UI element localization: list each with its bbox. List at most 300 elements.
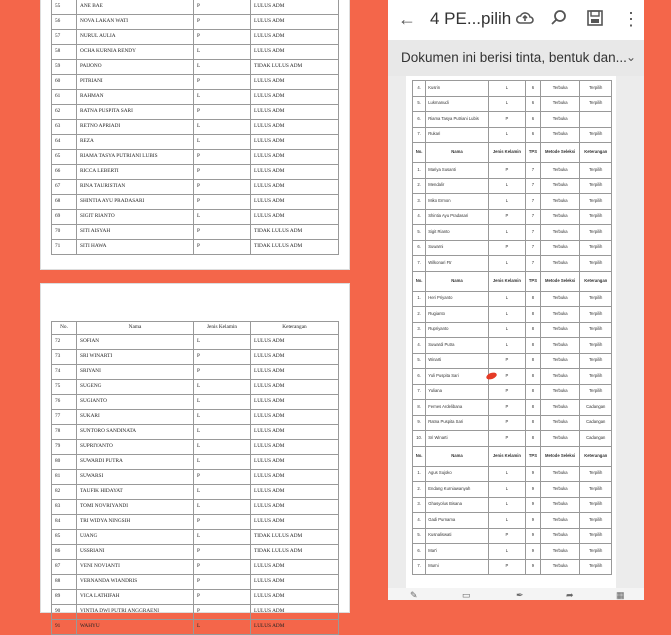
sel-tps: 6	[526, 81, 541, 97]
sel-method: Terbuka	[540, 544, 580, 560]
sel-header-cell: Metode Seleksi	[540, 446, 580, 466]
selection-row	[413, 384, 612, 400]
cell-name: RIAMA TASYA PUTRIANI LUBIS	[77, 150, 194, 165]
sel-name: Kusrin	[426, 81, 489, 97]
sel-name: Ratna Puspita Sari	[426, 415, 489, 431]
selection-row	[413, 544, 612, 560]
table-row	[52, 500, 339, 515]
edit-icon[interactable]: ✎	[410, 590, 418, 600]
cell-no: 88	[52, 575, 77, 590]
sel-header-cell: TPS	[526, 271, 541, 291]
cell-no: 86	[52, 545, 77, 560]
sel-method: Terbuka	[540, 256, 580, 272]
sel-name: Fernes Ardelibana	[426, 400, 489, 416]
cell-no: 69	[52, 210, 77, 225]
table-row	[52, 60, 339, 75]
sel-no: 2.	[413, 178, 426, 194]
table-row	[52, 30, 339, 45]
sel-status: Terpilih	[580, 194, 612, 210]
cell-name: VICA LATHIFAH	[77, 590, 194, 605]
cell-gender: P	[194, 0, 251, 15]
cell-status: LULUS ADM	[251, 210, 339, 225]
cell-no: 61	[52, 90, 77, 105]
sel-no: 4.	[413, 513, 426, 529]
selection-header-row	[413, 446, 612, 466]
sel-method: Terbuka	[540, 415, 580, 431]
cell-status: LULUS ADM	[251, 165, 339, 180]
cell-gender: P	[194, 30, 251, 45]
cell-no: 72	[52, 335, 77, 350]
table-row	[52, 210, 339, 225]
cell-no: 78	[52, 425, 77, 440]
selection-header-row	[413, 271, 612, 291]
app-bar	[388, 0, 644, 40]
table-row	[52, 365, 339, 380]
table-row	[52, 150, 339, 165]
cell-status: LULUS ADM	[251, 90, 339, 105]
sel-status: Terpilih	[580, 528, 612, 544]
cell-name: OCHA KURNIA RENDY	[77, 45, 194, 60]
cell-name: RICCA LEBERTI	[77, 165, 194, 180]
selection-row	[413, 96, 612, 112]
cell-status: LULUS ADM	[251, 455, 339, 470]
sel-gender: L	[488, 513, 525, 529]
sel-header-cell: Metode Seleksi	[540, 271, 580, 291]
sel-tps: 8	[526, 384, 541, 400]
sel-tps: 8	[526, 400, 541, 416]
cell-gender: L	[194, 530, 251, 545]
comment-icon[interactable]: ▭	[462, 590, 471, 600]
sel-tps: 9	[526, 559, 541, 575]
cell-gender: P	[194, 470, 251, 485]
sel-tps: 9	[526, 513, 541, 529]
sel-name: Gadi Purnama	[426, 513, 489, 529]
sel-tps: 7	[526, 240, 541, 256]
table-row	[52, 75, 339, 90]
search-icon[interactable]	[548, 8, 570, 30]
sel-gender: P	[488, 559, 525, 575]
cell-status: LULUS ADM	[251, 620, 339, 635]
sel-no: 3.	[413, 322, 426, 338]
cell-status: LULUS ADM	[251, 605, 339, 620]
back-arrow-icon[interactable]: ←	[398, 9, 416, 29]
table-row	[52, 350, 339, 365]
cell-no: 66	[52, 165, 77, 180]
table-row	[52, 120, 339, 135]
document-page-2	[40, 283, 350, 630]
cell-status: TIDAK LULUS ADM	[251, 240, 339, 255]
cell-gender: P	[194, 180, 251, 195]
cell-no: 77	[52, 410, 77, 425]
selection-row	[413, 178, 612, 194]
cell-status: LULUS ADM	[251, 195, 339, 210]
cell-status: LULUS ADM	[251, 45, 339, 60]
cell-no: 89	[52, 590, 77, 605]
selection-row	[413, 209, 612, 225]
cell-gender: P	[194, 225, 251, 240]
sel-no: 7.	[413, 127, 426, 143]
cell-no: 62	[52, 105, 77, 120]
sel-tps: 6	[526, 112, 541, 128]
table-row	[52, 485, 339, 500]
cell-name: TOMI NOVRIYANDI	[77, 500, 194, 515]
cell-name: SRIYANI	[77, 365, 194, 380]
sel-gender: P	[488, 209, 525, 225]
sel-header-cell: Nama	[426, 446, 489, 466]
cell-name: VENI NOVIANTI	[77, 560, 194, 575]
cell-gender: L	[194, 485, 251, 500]
cell-name: SUPRIYANTO	[77, 440, 194, 455]
participant-table-2	[51, 321, 339, 635]
selection-row	[413, 240, 612, 256]
cell-gender: L	[194, 335, 251, 350]
cell-name: TRI WIDYA NINGSIH	[77, 515, 194, 530]
sel-method: Terbuka	[540, 400, 580, 416]
cell-no: 90	[52, 605, 77, 620]
cell-gender: P	[194, 590, 251, 605]
sel-method: Terbuka	[540, 96, 580, 112]
right-background-strip	[644, 0, 671, 600]
cell-name: ANE BAE	[77, 0, 194, 15]
cell-status: TIDAK LULUS ADM	[251, 60, 339, 75]
cell-name: RAHMAN	[77, 90, 194, 105]
cell-no: 83	[52, 500, 77, 515]
cell-no: 58	[52, 45, 77, 60]
sel-gender: L	[488, 194, 525, 210]
cell-gender: L	[194, 410, 251, 425]
table-row	[52, 530, 339, 545]
table-row	[52, 15, 339, 30]
selection-row	[413, 307, 612, 323]
sel-tps: 6	[526, 127, 541, 143]
sel-no: 3.	[413, 194, 426, 210]
banner-text: Dokumen ini berisi tinta, bentuk dan...	[401, 50, 627, 65]
cell-gender: L	[194, 455, 251, 470]
selection-row	[413, 528, 612, 544]
table-row	[52, 0, 339, 15]
cell-gender: P	[194, 15, 251, 30]
cell-name: NURUL AULIA	[77, 30, 194, 45]
cell-no: 70	[52, 225, 77, 240]
sel-gender: L	[488, 225, 525, 241]
sel-gender: L	[488, 307, 525, 323]
table-header-row	[52, 322, 339, 335]
sel-tps: 8	[526, 338, 541, 354]
sel-name: Yuli Puspita Sari	[426, 369, 489, 385]
cell-status: LULUS ADM	[251, 350, 339, 365]
sel-no: 7.	[413, 384, 426, 400]
cell-name: SUGENG	[77, 380, 194, 395]
cell-status: LULUS ADM	[251, 30, 339, 45]
sel-gender: L	[488, 256, 525, 272]
cell-name: SUWARSI	[77, 470, 194, 485]
cell-status: LULUS ADM	[251, 150, 339, 165]
cell-gender: P	[194, 605, 251, 620]
selection-row	[413, 194, 612, 210]
selection-row	[413, 291, 612, 307]
sel-gender: L	[488, 466, 525, 482]
sel-tps: 8	[526, 415, 541, 431]
table-row	[52, 105, 339, 120]
sel-tps: 9	[526, 528, 541, 544]
cell-no: 57	[52, 30, 77, 45]
cell-name: UJANG	[77, 530, 194, 545]
cell-gender: P	[194, 240, 251, 255]
sel-header-cell: Metode Seleksi	[540, 143, 580, 163]
sel-no: 4.	[413, 81, 426, 97]
cell-status: LULUS ADM	[251, 470, 339, 485]
cell-gender: P	[194, 150, 251, 165]
header-keterangan: Keterangan	[251, 322, 339, 335]
document-title: 4 PE...pilih	[430, 9, 512, 28]
pen-icon[interactable]: ✒	[516, 590, 524, 600]
sel-name: Kusnaliswati	[426, 528, 489, 544]
sel-gender: L	[488, 338, 525, 354]
cell-gender: P	[194, 575, 251, 590]
cell-gender: P	[194, 75, 251, 90]
sel-no: 5.	[413, 225, 426, 241]
sel-name: Endang Kurniawanyah	[426, 482, 489, 498]
sel-name: Winarti	[426, 353, 489, 369]
sel-status: Terpilih	[580, 497, 612, 513]
sel-gender: L	[488, 291, 525, 307]
selection-row	[413, 225, 612, 241]
sel-no: 10.	[413, 431, 426, 447]
selection-row	[413, 466, 612, 482]
sel-no: 4.	[413, 338, 426, 354]
sel-header-cell: Jenis Kelamin	[488, 271, 525, 291]
warning-banner[interactable]	[388, 40, 644, 76]
sel-gender: P	[488, 369, 525, 385]
sel-tps: 8	[526, 307, 541, 323]
sel-method: Terbuka	[540, 112, 580, 128]
sel-status: Terpilih	[580, 466, 612, 482]
sel-name: Yuliana	[426, 384, 489, 400]
cloud-upload-icon[interactable]	[514, 8, 536, 30]
sel-gender: P	[488, 415, 525, 431]
cell-status: LULUS ADM	[251, 380, 339, 395]
sel-status: Terpilih	[580, 240, 612, 256]
cell-gender: L	[194, 135, 251, 150]
cell-name: VINTIA DWI PUTRI ANGGRAENI	[77, 605, 194, 620]
sel-method: Terbuka	[540, 482, 580, 498]
table-row	[52, 410, 339, 425]
sel-header-cell: Nama	[426, 143, 489, 163]
cell-gender: L	[194, 440, 251, 455]
sel-tps: 6	[526, 96, 541, 112]
sel-tps: 9	[526, 482, 541, 498]
sel-no: 2.	[413, 307, 426, 323]
sel-gender: L	[488, 178, 525, 194]
sel-name: Murni	[426, 559, 489, 575]
sel-header-cell: No.	[413, 446, 426, 466]
sel-name: Mendalir	[426, 178, 489, 194]
cell-no: 91	[52, 620, 77, 635]
selection-row	[413, 513, 612, 529]
sel-tps: 8	[526, 322, 541, 338]
sel-tps: 7	[526, 178, 541, 194]
sel-status: Terpilih	[580, 178, 612, 194]
sel-header-cell: No.	[413, 143, 426, 163]
table-row	[52, 605, 339, 620]
cell-name: SOFIAN	[77, 335, 194, 350]
chevron-down-icon[interactable]: ⌄	[625, 50, 636, 64]
sel-method: Terbuka	[540, 194, 580, 210]
header-jenis-kelamin: Jenis Kelamin	[194, 322, 251, 335]
sel-status: Terpilih	[580, 307, 612, 323]
sel-status: Terpilih	[580, 322, 612, 338]
more-options-icon[interactable]: ⋮	[622, 9, 640, 29]
sel-no: 5.	[413, 353, 426, 369]
sel-no: 6.	[413, 544, 426, 560]
table-row	[52, 135, 339, 150]
table-row	[52, 225, 339, 240]
selection-row	[413, 559, 612, 575]
cell-gender: L	[194, 210, 251, 225]
sel-status: Terpilih	[580, 384, 612, 400]
table-row	[52, 425, 339, 440]
sel-name: Agus Sujoko	[426, 466, 489, 482]
sel-no: 1.	[413, 163, 426, 179]
cell-name: TAUFIK HIDAYAT	[77, 485, 194, 500]
selection-row	[413, 431, 612, 447]
cell-no: 64	[52, 135, 77, 150]
sel-method: Terbuka	[540, 384, 580, 400]
cell-status: LULUS ADM	[251, 515, 339, 530]
sel-method: Terbuka	[540, 209, 580, 225]
share-icon[interactable]: ➦	[566, 590, 574, 600]
sel-status: Terpilih	[580, 353, 612, 369]
sel-no: 9.	[413, 415, 426, 431]
grid-icon[interactable]: ▦	[616, 590, 625, 600]
sel-gender: P	[488, 112, 525, 128]
sel-method: Terbuka	[540, 163, 580, 179]
cell-gender: L	[194, 395, 251, 410]
selection-row	[413, 415, 612, 431]
sel-no: 7.	[413, 256, 426, 272]
cell-gender: L	[194, 45, 251, 60]
sel-no: 7.	[413, 559, 426, 575]
sel-method: Terbuka	[540, 322, 580, 338]
sel-gender: P	[488, 163, 525, 179]
cell-status: LULUS ADM	[251, 395, 339, 410]
sel-header-cell: Keterangan	[580, 446, 612, 466]
sel-name: Mar'i	[426, 544, 489, 560]
cell-no: 59	[52, 60, 77, 75]
selection-row	[413, 369, 612, 385]
cell-name: RATNA PUSPITA SARI	[77, 105, 194, 120]
sel-header-cell: TPS	[526, 446, 541, 466]
document-viewport[interactable]	[388, 76, 644, 600]
sel-method: Terbuka	[540, 353, 580, 369]
sel-gender: P	[488, 240, 525, 256]
sel-no: 1.	[413, 466, 426, 482]
table-row	[52, 335, 339, 350]
table-row	[52, 545, 339, 560]
cell-no: 65	[52, 150, 77, 165]
sel-method: Terbuka	[540, 369, 580, 385]
sel-gender: P	[488, 528, 525, 544]
table-row	[52, 620, 339, 635]
cell-gender: P	[194, 195, 251, 210]
table-row	[52, 195, 339, 210]
cell-no: 56	[52, 15, 77, 30]
table-row	[52, 575, 339, 590]
sel-name: Suwarni	[426, 240, 489, 256]
cell-no: 75	[52, 380, 77, 395]
sel-tps: 8	[526, 291, 541, 307]
sel-name: Rukari	[426, 127, 489, 143]
sel-name: Suwardi Putra	[426, 338, 489, 354]
cell-name: PITRIANI	[77, 75, 194, 90]
pdf-page	[406, 76, 616, 600]
cell-name: SUWARDI PUTRA	[77, 455, 194, 470]
sel-name: Ghasyolus Bisana	[426, 497, 489, 513]
cell-name: USSRIANI	[77, 545, 194, 560]
table-row	[52, 455, 339, 470]
cell-status: LULUS ADM	[251, 440, 339, 455]
selection-result-table	[412, 80, 612, 575]
sel-no: 5.	[413, 96, 426, 112]
sel-status: Cadangan	[580, 400, 612, 416]
header-no: No.	[52, 322, 77, 335]
cell-gender: L	[194, 120, 251, 135]
cell-status: LULUS ADM	[251, 135, 339, 150]
cell-no: 73	[52, 350, 77, 365]
cell-status: LULUS ADM	[251, 575, 339, 590]
sel-gender: L	[488, 81, 525, 97]
table-row	[52, 180, 339, 195]
sel-status: Terpilih	[580, 209, 612, 225]
cell-name: PAIJONO	[77, 60, 194, 75]
cell-gender: L	[194, 60, 251, 75]
cell-status: LULUS ADM	[251, 180, 339, 195]
sel-no: 6.	[413, 369, 426, 385]
selection-row	[413, 497, 612, 513]
table-row	[52, 395, 339, 410]
cell-status: LULUS ADM	[251, 410, 339, 425]
table-row	[52, 45, 339, 60]
save-icon[interactable]	[584, 8, 606, 30]
sel-method: Terbuka	[540, 497, 580, 513]
table-row	[52, 240, 339, 255]
cell-status: LULUS ADM	[251, 560, 339, 575]
sel-header-cell: Jenis Kelamin	[488, 446, 525, 466]
sel-header-cell: Nama	[426, 271, 489, 291]
sel-status: Terpilih	[580, 338, 612, 354]
cell-name: WAHYU	[77, 620, 194, 635]
sel-no: 2.	[413, 482, 426, 498]
sel-gender: L	[488, 96, 525, 112]
cell-gender: P	[194, 365, 251, 380]
cell-name: SITI HAWA	[77, 240, 194, 255]
cell-gender: L	[194, 500, 251, 515]
cell-status: LULUS ADM	[251, 75, 339, 90]
sel-tps: 9	[526, 466, 541, 482]
cell-name: SRI WINARTI	[77, 350, 194, 365]
sel-gender: L	[488, 544, 525, 560]
selection-row	[413, 163, 612, 179]
selection-row	[413, 322, 612, 338]
sel-tps: 7	[526, 194, 541, 210]
cell-gender: L	[194, 90, 251, 105]
sel-method: Terbuka	[540, 338, 580, 354]
sel-status: Terpilih	[580, 291, 612, 307]
sel-method: Terbuka	[540, 431, 580, 447]
sel-status: Cadangan	[580, 415, 612, 431]
sel-no: 1.	[413, 291, 426, 307]
sel-gender: P	[488, 353, 525, 369]
